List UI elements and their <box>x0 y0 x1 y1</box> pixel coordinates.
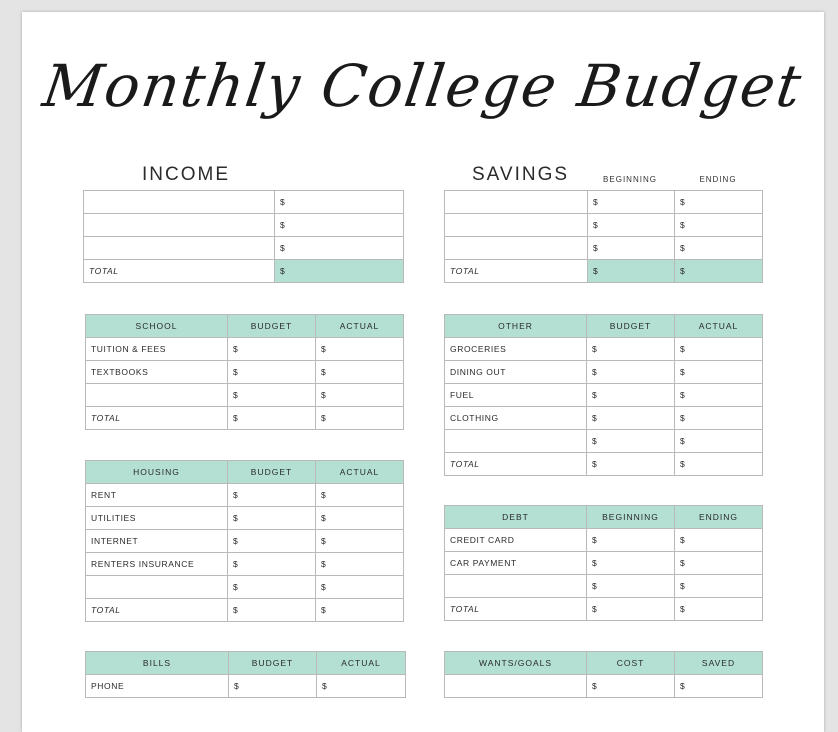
savings-beginning-cell[interactable]: $ <box>588 191 675 214</box>
school-col-category: SCHOOL <box>86 315 228 338</box>
income-amount-cell[interactable]: $ <box>275 237 404 260</box>
savings-table <box>444 190 763 283</box>
table-total-row <box>86 599 404 622</box>
table-row <box>84 191 404 214</box>
table-row <box>445 552 763 575</box>
other-item-label[interactable]: CLOTHING <box>445 407 587 430</box>
housing-item-budget[interactable]: $ <box>228 553 316 576</box>
housing-item-budget[interactable]: $ <box>228 484 316 507</box>
income-label-cell[interactable] <box>84 214 275 237</box>
table-row <box>445 407 763 430</box>
housing-item-actual[interactable]: $ <box>316 553 404 576</box>
housing-item-label[interactable]: RENT <box>86 484 228 507</box>
bills-item-budget[interactable]: $ <box>229 675 317 698</box>
table-header-row <box>86 652 406 675</box>
income-amount-cell[interactable]: $ <box>275 191 404 214</box>
wants-col-category: WANTS/GOALS <box>445 652 587 675</box>
table-row <box>86 553 404 576</box>
wants-table <box>444 651 763 698</box>
other-item-label[interactable]: GROCERIES <box>445 338 587 361</box>
housing-total-actual[interactable]: $ <box>316 599 404 622</box>
income-heading: INCOME <box>142 164 230 185</box>
savings-total-ending[interactable]: $ <box>675 260 763 283</box>
wants-col-cost: COST <box>587 652 675 675</box>
wants-item-saved[interactable]: $ <box>675 675 763 698</box>
housing-item-actual[interactable]: $ <box>316 530 404 553</box>
school-total-label: TOTAL <box>86 407 228 430</box>
debt-item-beginning[interactable]: $ <box>587 575 675 598</box>
table-row <box>86 530 404 553</box>
savings-heading: SAVINGS <box>472 164 570 185</box>
table-row <box>86 484 404 507</box>
housing-item-label[interactable]: RENTERS INSURANCE <box>86 553 228 576</box>
housing-item-label[interactable]: UTILITIES <box>86 507 228 530</box>
wants-col-saved: SAVED <box>675 652 763 675</box>
bills-item-label[interactable]: PHONE <box>86 675 229 698</box>
school-item-actual[interactable]: $ <box>316 384 404 407</box>
table-row <box>84 214 404 237</box>
housing-item-actual[interactable]: $ <box>316 507 404 530</box>
table-row <box>445 430 763 453</box>
table-row <box>84 237 404 260</box>
housing-col-actual: ACTUAL <box>316 461 404 484</box>
other-item-budget[interactable]: $ <box>587 338 675 361</box>
table-row <box>445 214 763 237</box>
income-total-label: TOTAL <box>84 260 275 283</box>
other-total-budget[interactable]: $ <box>587 453 675 476</box>
savings-beginning-cell[interactable]: $ <box>588 237 675 260</box>
debt-item-ending[interactable]: $ <box>675 529 763 552</box>
school-item-actual[interactable]: $ <box>316 338 404 361</box>
other-item-budget[interactable]: $ <box>587 407 675 430</box>
table-total-row <box>86 407 404 430</box>
debt-item-beginning[interactable]: $ <box>587 552 675 575</box>
debt-col-ending: ENDING <box>675 506 763 529</box>
table-row <box>445 575 763 598</box>
savings-total-label: TOTAL <box>445 260 588 283</box>
page-title: Monthly College Budget <box>38 52 808 120</box>
table-row <box>86 675 406 698</box>
table-total-row <box>445 453 763 476</box>
school-col-actual: ACTUAL <box>316 315 404 338</box>
savings-ending-cell[interactable]: $ <box>675 237 763 260</box>
other-col-actual: ACTUAL <box>675 315 763 338</box>
wants-item-cost[interactable]: $ <box>587 675 675 698</box>
other-col-budget: BUDGET <box>587 315 675 338</box>
school-item-actual[interactable]: $ <box>316 361 404 384</box>
table-header-row <box>445 315 763 338</box>
table-row <box>86 576 404 599</box>
debt-item-beginning[interactable]: $ <box>587 529 675 552</box>
other-item-actual[interactable]: $ <box>675 361 763 384</box>
other-item-label[interactable]: DINING OUT <box>445 361 587 384</box>
table-row <box>86 507 404 530</box>
table-header-row <box>86 461 404 484</box>
debt-total-ending[interactable]: $ <box>675 598 763 621</box>
debt-total-beginning[interactable]: $ <box>587 598 675 621</box>
savings-label-cell[interactable] <box>445 191 588 214</box>
school-total-actual[interactable]: $ <box>316 407 404 430</box>
savings-col-ending: ENDING <box>699 175 737 184</box>
table-row <box>86 384 404 407</box>
debt-item-ending[interactable]: $ <box>675 552 763 575</box>
other-item-actual[interactable]: $ <box>675 338 763 361</box>
table-row <box>445 529 763 552</box>
school-table <box>85 314 404 430</box>
savings-beginning-cell[interactable]: $ <box>588 214 675 237</box>
budget-page <box>22 12 824 732</box>
other-total-label: TOTAL <box>445 453 587 476</box>
school-item-label[interactable] <box>86 384 228 407</box>
school-item-budget[interactable]: $ <box>228 384 316 407</box>
debt-item-label[interactable]: CAR PAYMENT <box>445 552 587 575</box>
bills-item-actual[interactable]: $ <box>317 675 406 698</box>
bills-col-category: BILLS <box>86 652 229 675</box>
other-table <box>444 314 763 476</box>
other-item-label[interactable]: FUEL <box>445 384 587 407</box>
housing-table <box>85 460 404 622</box>
school-item-label[interactable]: TEXTBOOKS <box>86 361 228 384</box>
table-row <box>86 338 404 361</box>
debt-table <box>444 505 763 621</box>
income-label-cell[interactable] <box>84 237 275 260</box>
other-total-actual[interactable]: $ <box>675 453 763 476</box>
table-total-row <box>84 260 404 283</box>
income-total-amount[interactable]: $ <box>275 260 404 283</box>
housing-item-actual[interactable]: $ <box>316 484 404 507</box>
debt-item-label[interactable]: CREDIT CARD <box>445 529 587 552</box>
savings-col-beginning: BEGINNING <box>603 175 657 184</box>
table-row <box>445 191 763 214</box>
other-item-budget[interactable]: $ <box>587 384 675 407</box>
savings-ending-cell[interactable]: $ <box>675 214 763 237</box>
school-total-budget[interactable]: $ <box>228 407 316 430</box>
table-row <box>445 338 763 361</box>
housing-col-budget: BUDGET <box>228 461 316 484</box>
income-label-cell[interactable] <box>84 191 275 214</box>
table-total-row <box>445 260 763 283</box>
savings-total-beginning[interactable]: $ <box>588 260 675 283</box>
table-header-row <box>445 652 763 675</box>
housing-col-category: HOUSING <box>86 461 228 484</box>
other-item-budget[interactable]: $ <box>587 361 675 384</box>
other-item-label[interactable] <box>445 430 587 453</box>
table-header-row <box>445 506 763 529</box>
wants-item-label[interactable] <box>445 675 587 698</box>
housing-item-label[interactable] <box>86 576 228 599</box>
table-row <box>445 384 763 407</box>
school-col-budget: BUDGET <box>228 315 316 338</box>
other-item-actual[interactable]: $ <box>675 407 763 430</box>
bills-col-actual: ACTUAL <box>317 652 406 675</box>
bills-col-budget: BUDGET <box>229 652 317 675</box>
table-row <box>86 361 404 384</box>
table-total-row <box>445 598 763 621</box>
table-row <box>445 675 763 698</box>
other-col-category: OTHER <box>445 315 587 338</box>
savings-label-cell[interactable] <box>445 214 588 237</box>
income-table <box>83 190 404 283</box>
school-item-budget[interactable]: $ <box>228 361 316 384</box>
debt-col-category: DEBT <box>445 506 587 529</box>
housing-total-budget[interactable]: $ <box>228 599 316 622</box>
table-row <box>445 361 763 384</box>
other-item-actual[interactable]: $ <box>675 430 763 453</box>
savings-ending-cell[interactable]: $ <box>675 191 763 214</box>
other-item-actual[interactable]: $ <box>675 384 763 407</box>
housing-total-label: TOTAL <box>86 599 228 622</box>
housing-item-budget[interactable]: $ <box>228 576 316 599</box>
housing-item-budget[interactable]: $ <box>228 530 316 553</box>
table-row <box>445 237 763 260</box>
income-amount-cell[interactable]: $ <box>275 214 404 237</box>
debt-col-beginning: BEGINNING <box>587 506 675 529</box>
school-item-budget[interactable]: $ <box>228 338 316 361</box>
housing-item-label[interactable]: INTERNET <box>86 530 228 553</box>
debt-item-label[interactable] <box>445 575 587 598</box>
housing-item-budget[interactable]: $ <box>228 507 316 530</box>
school-item-label[interactable]: TUITION & FEES <box>86 338 228 361</box>
debt-item-ending[interactable]: $ <box>675 575 763 598</box>
table-header-row <box>86 315 404 338</box>
bills-table <box>85 651 406 698</box>
debt-total-label: TOTAL <box>445 598 587 621</box>
other-item-budget[interactable]: $ <box>587 430 675 453</box>
housing-item-actual[interactable]: $ <box>316 576 404 599</box>
savings-label-cell[interactable] <box>445 237 588 260</box>
